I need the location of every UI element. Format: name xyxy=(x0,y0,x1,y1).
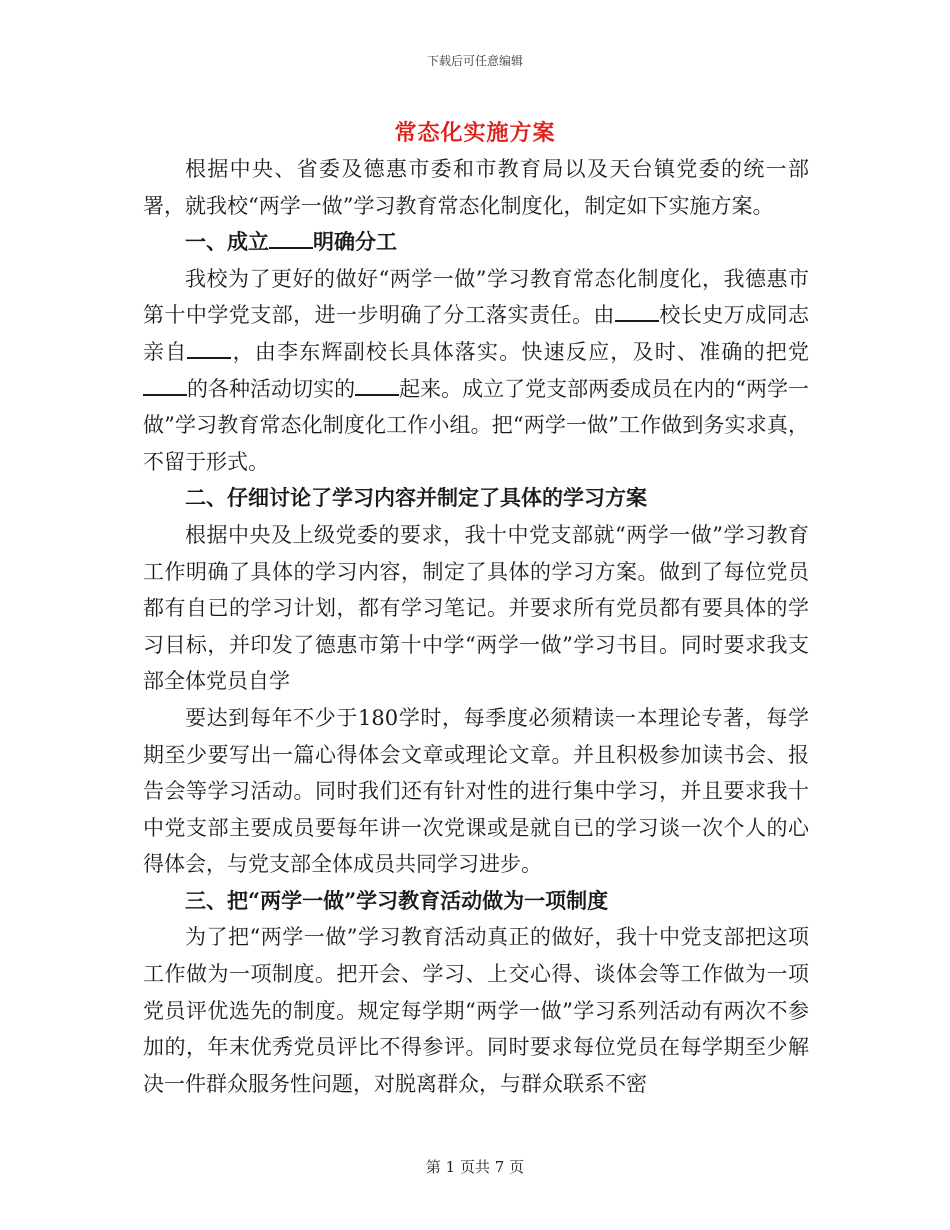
document-body xyxy=(143,151,809,1102)
page-footer: 第 1 页共 7 页 xyxy=(425,1158,525,1176)
fill-blank xyxy=(615,300,659,322)
document-title: 常态化实施方案 xyxy=(394,120,556,146)
paragraph-section-2b: 要达到每年不少于180学时，每季度必须精读一本理论专著，每学期至少要写出一篇心得体会文章或理论文章。并且积极参加读书会、报告会等学习活动。同时我们还有针对性的进行集中学习，并且要求我十中党支部主要成员要每年讲一次党课或是就自已的学习谈一次个人的心得体会，与党支部全体成员共同学习进步。 xyxy=(143,705,809,877)
page-header: 下载后可任意编辑 xyxy=(426,54,523,68)
section-heading-3: 三、把“两学一做”学习教育活动做为一项制度 xyxy=(185,887,609,913)
paragraph-section-2a: 根据中央及上级党委的要求，我十中党支部就“两学一做”学习教育工作明确了具体的学习内容，制定了具体的学习方案。做到了每位党员都有自已的学习计划，都有学习笔记。并要求所有党员都有要具体的学习目标，并印发了德惠市第十中学“两学一做”学习书目。同时要求我支部全体党员自学 xyxy=(143,522,809,694)
fill-blank xyxy=(269,227,313,249)
fill-blank xyxy=(355,374,399,396)
section-heading-1: 一、成立 明确分工 xyxy=(185,229,397,255)
paragraph-intro: 根据中央、省委及德惠市委和市教育局以及天台镇党委的统一部署，就我校“两学一做”学习教育常态化制度化，制定如下实施方案。 xyxy=(143,157,809,218)
paragraph-section-1: 我校为了更好的做好“两学一做”学习教育常态化制度化，我德惠市第十中学党支部，进一步明确了分工落实责任。由 校长史万成同志亲自 ，由李东辉副校长具体落实。快速反应，及时、准确的把党的各种活动切实的 起来。成立了党支部两委成员在内的“两学一做”学习教育常态化制度化工作小组。把“两学一做”工作做到务实求真，不留于形式。 xyxy=(143,266,810,474)
fill-blank xyxy=(143,374,187,396)
section-heading-2: 二、仔细讨论了学习内容并制定了具体的学习方案 xyxy=(185,485,647,511)
paragraph-section-3: 为了把“两学一做”学习教育活动真正的做好，我十中党支部把这项工作做为一项制度。把开会、学习、上交心得、谈体会等工作做为一项党员评优选先的制度。规定每学期“两学一做”学习系列活动有两次不参加的，年末优秀党员评比不得参评。同时要求每位党员在每学期至少解决一件群众服务性问题，对脱离群众，与群众联系不密 xyxy=(143,925,809,1096)
fill-blank xyxy=(187,337,231,359)
